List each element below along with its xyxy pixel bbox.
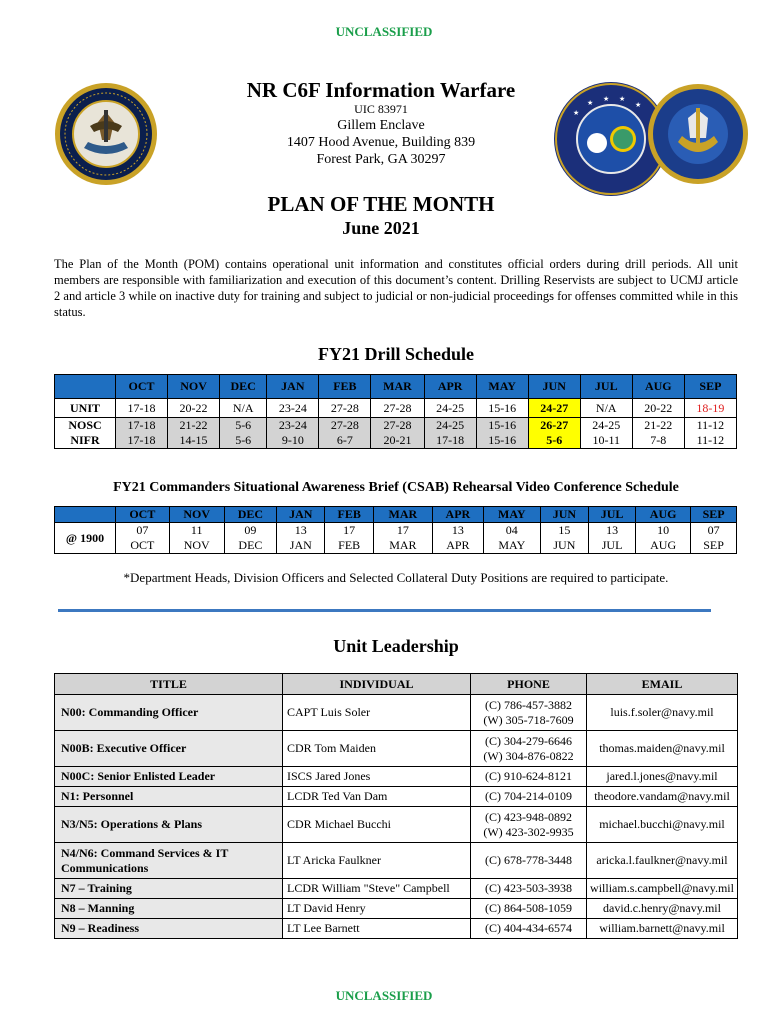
csab-month-header: SEP xyxy=(691,507,737,523)
csab-month: JUL xyxy=(601,538,623,552)
drill-schedule-table xyxy=(54,374,737,449)
csab-row-label: @ 1900 xyxy=(55,523,116,554)
uic-code: UIC 83971 xyxy=(354,102,408,116)
drill-nosc-nifr-cell xyxy=(684,418,736,449)
nosc-label: NOSC xyxy=(68,418,102,432)
address-line-2: 1407 Hood Avenue, Building 839 xyxy=(286,135,476,150)
leader-email[interactable]: michael.bucchi@navy.mil xyxy=(587,807,738,843)
nosc-date: 11-12 xyxy=(696,418,725,432)
drill-unit-cell: 24-25 xyxy=(424,399,476,418)
leadership-row xyxy=(55,695,738,731)
pom-title: PLAN OF THE MONTH xyxy=(267,192,495,216)
nosc-date: 5-6 xyxy=(235,418,252,432)
phone-cell: (C) 423-948-0892 xyxy=(485,809,572,824)
leader-title: N00C: Senior Enlisted Leader xyxy=(55,767,283,787)
csab-month-header: JUL xyxy=(589,507,636,523)
leader-title: N8 – Manning xyxy=(55,899,283,919)
leader-email[interactable]: william.s.campbell@navy.mil xyxy=(587,879,738,899)
leadership-row xyxy=(55,919,738,939)
drill-unit-cell: N/A xyxy=(580,399,632,418)
nifr-date: 15-16 xyxy=(488,433,517,447)
leader-email[interactable]: luis.f.soler@navy.mil xyxy=(587,695,738,731)
nifr-date: 11-12 xyxy=(696,433,725,447)
address-line-1: Gillem Enclave xyxy=(337,118,425,133)
csab-table xyxy=(54,506,737,554)
csab-date-cell xyxy=(540,523,588,554)
nifr-date: 6-7 xyxy=(336,433,353,447)
leader-phone xyxy=(471,879,587,899)
nosc-date: 21-22 xyxy=(644,418,673,432)
leadership-row xyxy=(55,787,738,807)
leadership-row xyxy=(55,731,738,767)
csab-month: SEP xyxy=(703,538,724,552)
classification-bottom: UNCLASSIFIED xyxy=(335,988,433,1003)
drill-nosc-nifr-cell xyxy=(580,418,632,449)
csab-month: FEB xyxy=(338,538,361,552)
csab-day: 07 xyxy=(707,523,720,537)
csab-date-cell xyxy=(483,523,540,554)
drill-row-label-nosc-nifr xyxy=(55,418,116,449)
address-line-3: Forest Park, GA 30297 xyxy=(316,152,446,167)
csab-header-corner xyxy=(55,507,116,523)
csab-month-header: JAN xyxy=(277,507,325,523)
csab-month: NOV xyxy=(183,538,210,552)
csab-day: 15 xyxy=(558,523,571,537)
leader-email[interactable]: theodore.vandam@navy.mil xyxy=(587,787,738,807)
drill-unit-cell: 23-24 xyxy=(267,399,319,418)
nosc-date: 21-22 xyxy=(179,418,208,432)
csab-month-header: MAR xyxy=(373,507,432,523)
leader-title: N00: Commanding Officer xyxy=(55,695,283,731)
header-title: TITLE xyxy=(55,674,283,695)
leader-name: CDR Tom Maiden xyxy=(283,731,471,767)
leader-phone xyxy=(471,767,587,787)
drill-nosc-nifr-cell xyxy=(632,418,684,449)
drill-month-header: FEB xyxy=(319,375,371,399)
csab-date-cell xyxy=(432,523,483,554)
nosc-date: 17-18 xyxy=(127,418,156,432)
csab-month-header: FEB xyxy=(325,507,373,523)
drill-month-header: AUG xyxy=(632,375,684,399)
csab-month: MAR xyxy=(389,538,417,552)
csab-date-cell xyxy=(589,523,636,554)
csab-day: 13 xyxy=(606,523,619,537)
svg-text:★: ★ xyxy=(619,95,626,103)
phone-cell: (C) 304-279-6646 xyxy=(485,733,572,748)
csab-month-header: AUG xyxy=(636,507,691,523)
leadership-row xyxy=(55,899,738,919)
leadership-title: Unit Leadership xyxy=(333,636,459,656)
csab-month-header: NOV xyxy=(169,507,224,523)
drill-unit-cell: 18-19 xyxy=(684,399,736,418)
leader-phone xyxy=(471,695,587,731)
phone-cell: (C) 786-457-3882 xyxy=(485,697,572,712)
nifr-label: NIFR xyxy=(70,433,100,447)
nifr-date: 20-21 xyxy=(383,433,412,447)
csab-month-header: MAY xyxy=(483,507,540,523)
csab-month-header: JUN xyxy=(540,507,588,523)
sixth-fleet-seal xyxy=(648,82,748,186)
leadership-row xyxy=(55,807,738,843)
nifr-date: 5-6 xyxy=(546,433,563,447)
csab-day: 17 xyxy=(343,523,356,537)
leader-phone xyxy=(471,731,587,767)
pom-intro-paragraph: The Plan of the Month (POM) contains operational unit information and constitutes official orders during drill periods. All unit members are responsible with familiarization and execution of this document’s content. Drilling Reservists are subject to UCMJ article 2 and article 3 while on inactive duty for training and subject to judicial or non-judicial proceedings for offenses committed while in this status. xyxy=(54,257,738,319)
drill-month-header: JUL xyxy=(580,375,632,399)
drill-unit-cell: 24-27 xyxy=(528,399,580,418)
classification-top: UNCLASSIFIED xyxy=(335,24,433,39)
nifr-date: 7-8 xyxy=(650,433,667,447)
drill-nosc-nifr-cell xyxy=(319,418,371,449)
drill-nosc-nifr-cell xyxy=(424,418,476,449)
header-phone: PHONE xyxy=(471,674,587,695)
svg-text:★: ★ xyxy=(573,109,580,117)
leader-name: LCDR William "Steve" Campbell xyxy=(283,879,471,899)
nosc-date: 24-25 xyxy=(592,418,621,432)
csab-month: DEC xyxy=(238,538,263,552)
phone-work: (W) 305-718-7609 xyxy=(483,712,574,727)
nosc-date: 27-28 xyxy=(330,418,359,432)
phone-cell: (C) 404-434-6574 xyxy=(485,921,572,935)
drill-unit-cell: 20-22 xyxy=(168,399,220,418)
header-individual: INDIVIDUAL xyxy=(283,674,471,695)
csab-title: FY21 Commanders Situational Awareness Brief (CSAB) Rehearsal Video Conference Schedule xyxy=(113,480,679,495)
navy-seal-logo xyxy=(54,82,158,186)
leader-name: ISCS Jared Jones xyxy=(283,767,471,787)
leader-title: N7 – Training xyxy=(55,879,283,899)
csab-date-cell xyxy=(373,523,432,554)
nifr-date: 17-18 xyxy=(127,433,156,447)
leader-name: LT Aricka Faulkner xyxy=(283,843,471,879)
csab-day: 11 xyxy=(190,523,203,537)
csab-date-cell xyxy=(116,523,170,554)
svg-text:★: ★ xyxy=(635,101,642,109)
leader-title: N1: Personnel xyxy=(55,787,283,807)
csab-date-cell xyxy=(169,523,224,554)
nosc-date: 26-27 xyxy=(540,418,569,432)
leader-title: N3/N5: Operations & Plans xyxy=(55,807,283,843)
drill-month-header: SEP xyxy=(684,375,736,399)
leader-email[interactable]: william.barnett@navy.mil xyxy=(587,919,738,939)
csab-month: MAY xyxy=(498,538,526,552)
drill-unit-cell: 27-28 xyxy=(319,399,371,418)
leader-name: LT Lee Barnett xyxy=(283,919,471,939)
drill-nosc-nifr-cell xyxy=(371,418,424,449)
csab-participation-note: *Department Heads, Division Officers and Selected Collateral Duty Positions are required to participate. xyxy=(123,570,669,585)
csab-day: 17 xyxy=(396,523,409,537)
leader-phone xyxy=(471,787,587,807)
nifr-date: 5-6 xyxy=(235,433,252,447)
drill-header-corner xyxy=(55,375,116,399)
drill-unit-cell: 20-22 xyxy=(632,399,684,418)
csab-day: 04 xyxy=(505,523,518,537)
drill-nosc-nifr-cell xyxy=(116,418,168,449)
csab-month: OCT xyxy=(130,538,155,552)
phone-cell: (C) 910-624-8121 xyxy=(485,769,572,783)
svg-text:★: ★ xyxy=(587,99,594,107)
phone-cell: (C) 864-508-1059 xyxy=(485,901,572,915)
csab-day: 07 xyxy=(136,523,149,537)
leader-name: CDR Michael Bucchi xyxy=(283,807,471,843)
header-email: EMAIL xyxy=(587,674,738,695)
nifr-date: 10-11 xyxy=(592,433,621,447)
drill-month-header: APR xyxy=(424,375,476,399)
leader-title: N9 – Readiness xyxy=(55,919,283,939)
leader-name: LT David Henry xyxy=(283,899,471,919)
csab-date-cell xyxy=(277,523,325,554)
drill-unit-cell: 15-16 xyxy=(476,399,528,418)
csab-month-header: OCT xyxy=(116,507,170,523)
csab-date-cell xyxy=(691,523,737,554)
section-divider xyxy=(58,609,711,612)
csab-day: 13 xyxy=(451,523,464,537)
leader-title: N4/N6: Command Services & IT Communications xyxy=(55,843,283,879)
leader-title: N00B: Executive Officer xyxy=(55,731,283,767)
nifr-date: 9-10 xyxy=(281,433,304,447)
csab-month: AUG xyxy=(650,538,677,552)
phone-work: (W) 423-302-9935 xyxy=(483,824,574,839)
phone-cell: (C) 678-778-3448 xyxy=(485,853,572,867)
leader-phone xyxy=(471,899,587,919)
drill-nosc-nifr-cell xyxy=(267,418,319,449)
leadership-table xyxy=(54,673,738,939)
csab-date-cell xyxy=(224,523,276,554)
leader-phone xyxy=(471,843,587,879)
drill-unit-cell: 27-28 xyxy=(371,399,424,418)
leadership-row xyxy=(55,843,738,879)
leader-name: CAPT Luis Soler xyxy=(283,695,471,731)
drill-nosc-nifr-cell xyxy=(528,418,580,449)
leader-email[interactable]: thomas.maiden@navy.mil xyxy=(587,731,738,767)
unit-title: NR C6F Information Warfare xyxy=(246,78,516,102)
csab-day: 13 xyxy=(294,523,307,537)
drill-month-header: NOV xyxy=(168,375,220,399)
drill-row-label-unit: UNIT xyxy=(55,399,116,418)
csab-date-cell xyxy=(636,523,691,554)
csab-month: APR xyxy=(446,538,470,552)
leadership-row xyxy=(55,767,738,787)
drill-month-header: MAY xyxy=(476,375,528,399)
csab-day: 09 xyxy=(244,523,257,537)
phone-work: (W) 304-876-0822 xyxy=(483,748,574,763)
drill-nosc-nifr-cell xyxy=(168,418,220,449)
leader-phone xyxy=(471,807,587,843)
leader-phone xyxy=(471,919,587,939)
phone-cell: (C) 423-503-3938 xyxy=(485,881,572,895)
drill-month-header: MAR xyxy=(371,375,424,399)
drill-month-header: JUN xyxy=(528,375,580,399)
drill-month-header: OCT xyxy=(116,375,168,399)
leader-email[interactable]: aricka.l.faulkner@navy.mil xyxy=(587,843,738,879)
nosc-date: 23-24 xyxy=(278,418,307,432)
csab-month: JUN xyxy=(553,538,576,552)
svg-text:★: ★ xyxy=(603,95,610,103)
drill-schedule-title: FY21 Drill Schedule xyxy=(318,344,474,364)
nosc-date: 15-16 xyxy=(488,418,517,432)
leadership-row xyxy=(55,879,738,899)
csab-date-cell xyxy=(325,523,373,554)
drill-unit-cell: 17-18 xyxy=(116,399,168,418)
nifr-date: 17-18 xyxy=(436,433,465,447)
drill-nosc-nifr-cell xyxy=(476,418,528,449)
pom-month: June 2021 xyxy=(342,218,420,238)
phone-cell: (C) 704-214-0109 xyxy=(485,789,572,803)
csab-month-header: APR xyxy=(432,507,483,523)
leader-name: LCDR Ted Van Dam xyxy=(283,787,471,807)
leader-email[interactable]: jared.l.jones@navy.mil xyxy=(587,767,738,787)
drill-unit-cell: N/A xyxy=(220,399,267,418)
drill-nosc-nifr-cell xyxy=(220,418,267,449)
csab-month-header: DEC xyxy=(224,507,276,523)
drill-month-header: DEC xyxy=(220,375,267,399)
csab-day: 10 xyxy=(657,523,670,537)
leader-email[interactable]: david.c.henry@navy.mil xyxy=(587,899,738,919)
nosc-date: 24-25 xyxy=(436,418,465,432)
nosc-date: 27-28 xyxy=(383,418,412,432)
nifr-date: 14-15 xyxy=(179,433,208,447)
drill-month-header: JAN xyxy=(267,375,319,399)
csab-month: JAN xyxy=(289,538,312,552)
